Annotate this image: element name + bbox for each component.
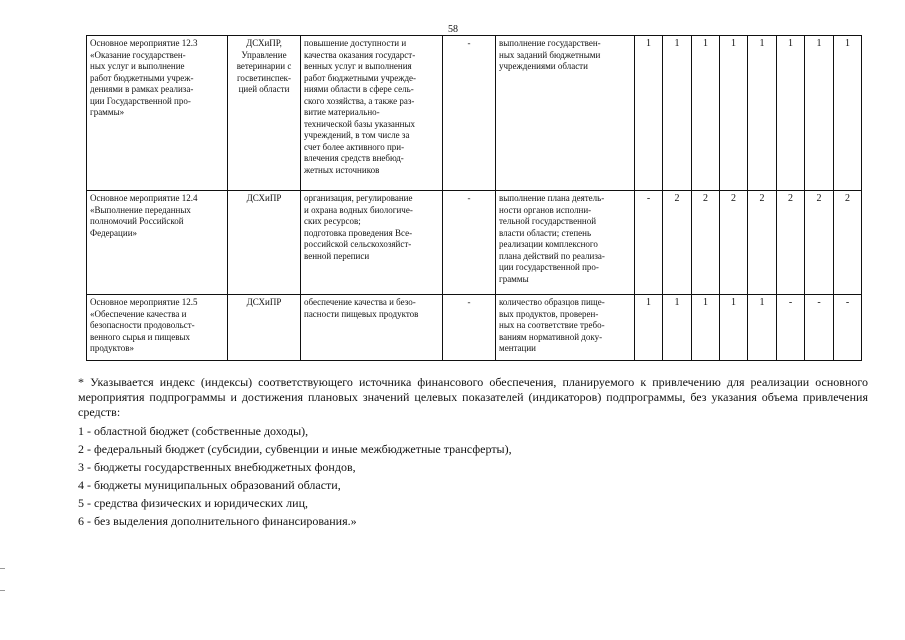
table-row [87, 191, 862, 295]
legend-item: 3 - бюджеты государственных внебюджетных фондов, [78, 460, 356, 474]
year-value-cell: 1 [834, 36, 862, 191]
legend-item: 1 - областной бюджет (собственные доходы), [78, 424, 309, 438]
year-value-cell: 1 [692, 36, 720, 191]
indicator-cell: выполнение государствен- ных заданий бюджетными учреждениями области [496, 36, 635, 191]
activity-cell: Основное мероприятие 12.5 «Обеспечение качества и безопасности продовольст- венного сырья и пищевых продуктов» [87, 295, 228, 361]
activity-cell: Основное мероприятие 12.3 «Оказание государствен- ных услуг и выполнение работ бюджетными учреж- дениями в рамках реализа- ции Государственной про- граммы» [87, 36, 228, 191]
year-value-cell: 1 [720, 295, 748, 361]
year-value-cell: 2 [663, 191, 692, 295]
year-value-cell: 2 [805, 191, 834, 295]
year-value-cell: 1 [635, 36, 663, 191]
funding-source-cell: - [443, 191, 496, 295]
direction-cell: обеспечение качества и безо- пасности пищевых продуктов [301, 295, 443, 361]
year-value-cell: - [777, 295, 805, 361]
indicator-cell: выполнение плана деятель- ности органов исполни- тельной государственной власти области; степень реализации комплексного плана действий по реализа- ции государственной про- граммы [496, 191, 635, 295]
year-value-cell: 1 [663, 295, 692, 361]
funding-source-cell: - [443, 36, 496, 191]
year-value-cell: 2 [834, 191, 862, 295]
margin-mark [0, 568, 5, 569]
year-value-cell: 1 [805, 36, 834, 191]
legend-item: 6 - без выделения дополнительного финансирования.» [78, 514, 357, 528]
indicator-cell: количество образцов пище- вых продуктов, проверен- ных на соответствие требо- ваниям нормативной доку- ментации [496, 295, 635, 361]
margin-mark [0, 590, 5, 591]
year-value-cell: 2 [777, 191, 805, 295]
legend-item: 4 - бюджеты муниципальных образований области, [78, 478, 341, 492]
year-value-cell: 1 [748, 36, 777, 191]
year-value-cell: - [635, 191, 663, 295]
funding-footnote: * Указывается индекс (индексы) соответствующего источника финансового обеспечения, планируемого к привлечению для реализации основного мероприятия подпрограммы и достижения плановых значений целевых показателей (индикаторов) подпрограммы, без указания объема привлечения средств: [78, 375, 868, 419]
activity-cell: Основное мероприятие 12.4 «Выполнение переданных полномочий Российской Федерации» [87, 191, 228, 295]
activities-table [86, 35, 862, 361]
year-value-cell: - [834, 295, 862, 361]
legend-item: 2 - федеральный бюджет (субсидии, субвенции и иные межбюджетные трансферты), [78, 442, 512, 456]
year-value-cell: 1 [777, 36, 805, 191]
direction-cell: организация, регулирование и охрана водных биологиче- ских ресурсов; подготовка проведения Все- российской сельскохозяйст- венной переписи [301, 191, 443, 295]
year-value-cell: 1 [663, 36, 692, 191]
executor-cell: ДСХиПР [228, 295, 301, 361]
year-value-cell: 1 [748, 295, 777, 361]
year-value-cell: - [805, 295, 834, 361]
table-row [87, 295, 862, 361]
year-value-cell: 2 [748, 191, 777, 295]
executor-cell: ДСХиПР, Управление ветеринарии с госветинспек- цией области [228, 36, 301, 191]
legend-item: 5 - средства физических и юридических лиц, [78, 496, 309, 510]
year-value-cell: 2 [692, 191, 720, 295]
page-number: 58 [448, 24, 458, 35]
direction-cell: повышение доступности и качества оказания государст- венных услуг и выполнения работ бюджетными учрежде- ниями области в сфере сель- ского хозяйства, а также раз- витие материально- технической базы указанных учреждений, в том числе за счет более активного при- влечения средств внебюд- жетных источников [301, 36, 443, 191]
year-value-cell: 2 [720, 191, 748, 295]
table-row [87, 36, 862, 191]
year-value-cell: 1 [720, 36, 748, 191]
funding-source-legend [78, 422, 512, 530]
year-value-cell: 1 [692, 295, 720, 361]
funding-source-cell: - [443, 295, 496, 361]
year-value-cell: 1 [635, 295, 663, 361]
executor-cell: ДСХиПР [228, 191, 301, 295]
